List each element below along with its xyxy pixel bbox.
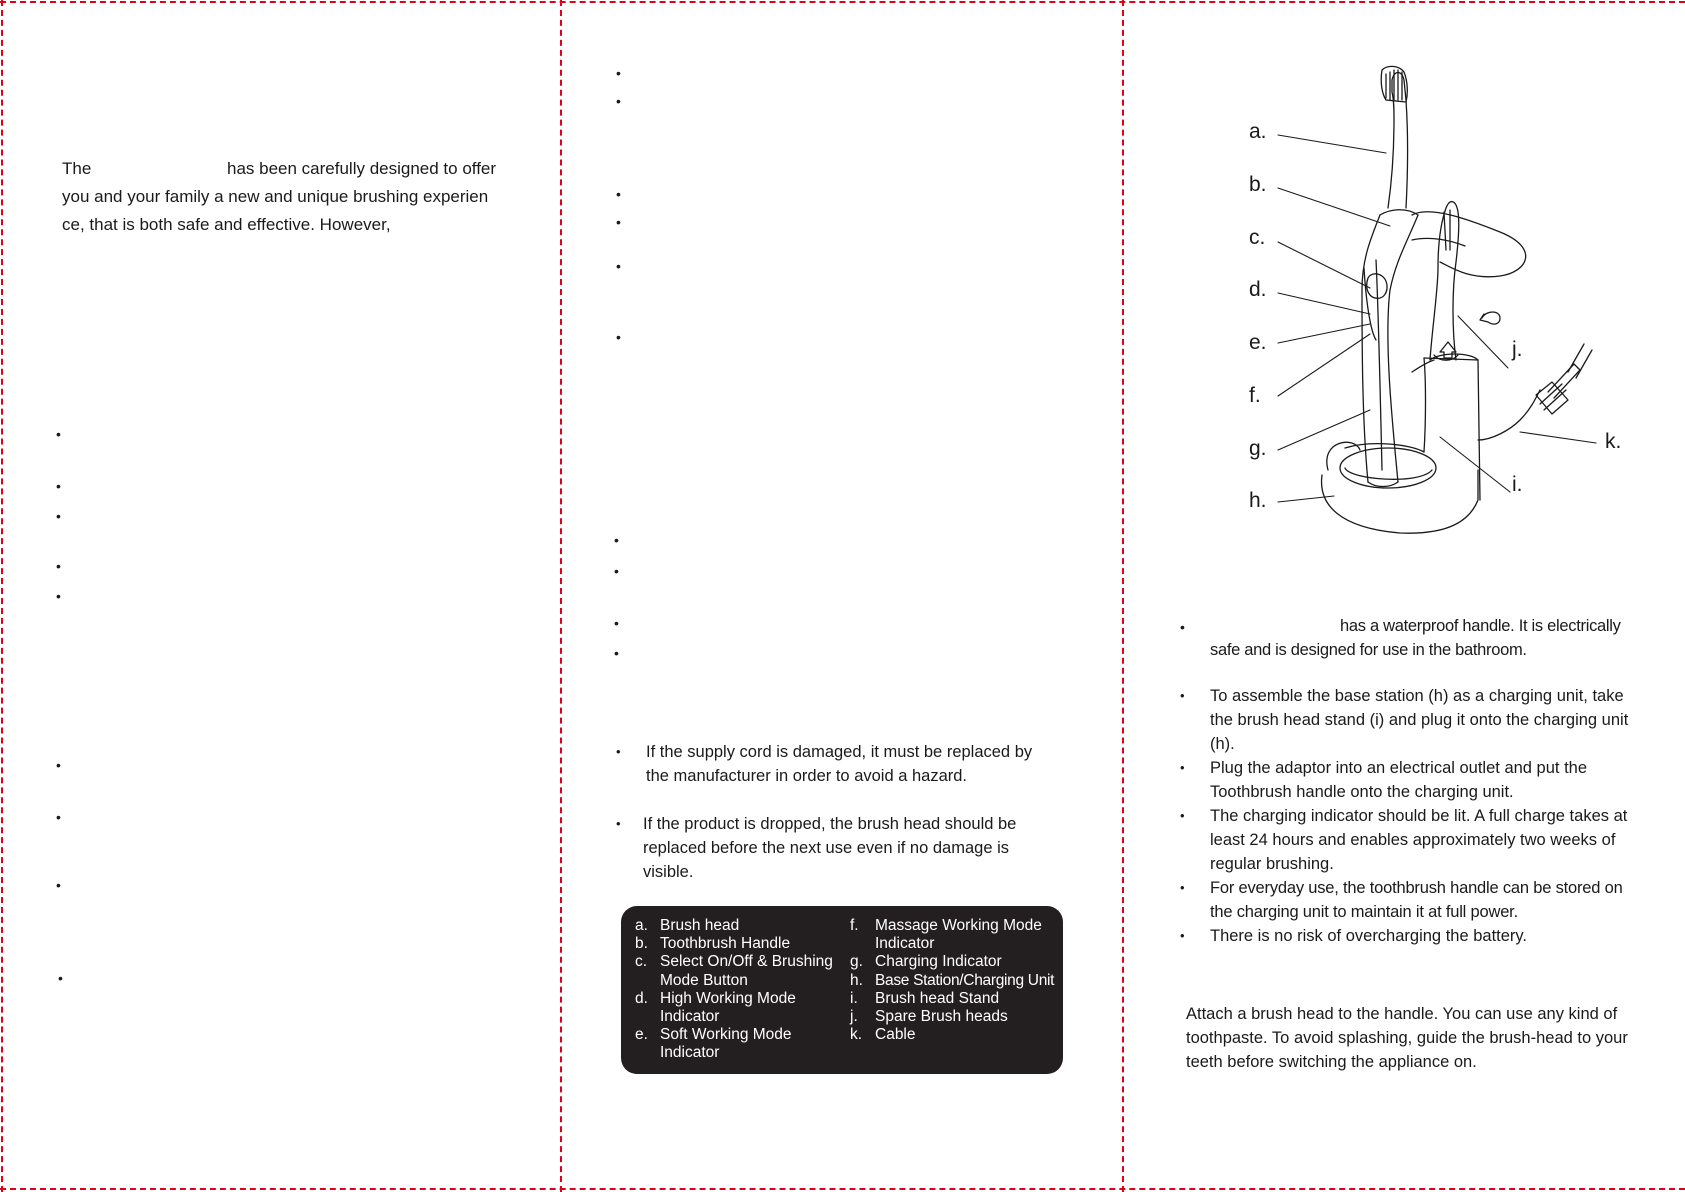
empty-bullet: • bbox=[616, 93, 621, 109]
charging-step-3: • The charging indicator should be lit. A full charge takes at least 24 hours and enables approximately two weeks of regular brushing. bbox=[1180, 804, 1630, 876]
charging-steps-list bbox=[1180, 684, 1630, 948]
empty-bullet: • bbox=[616, 186, 621, 202]
charging-step-4: • For everyday use, the toothbrush handle can be stored on the charging unit to maintain it at full power. bbox=[1180, 876, 1630, 924]
waterproof-bullet: • bbox=[1180, 619, 1185, 635]
diagram-label-e: e. bbox=[1249, 331, 1267, 354]
legend-label: Base Station/Charging Unit bbox=[875, 971, 1055, 989]
usage-paragraph: Attach a brush head to the handle. You can use any kind of toothpaste. To avoid splashing, guide the brush-head to your teeth before switching the appliance on. bbox=[1186, 1005, 1628, 1071]
legend-column-right bbox=[850, 917, 1060, 1044]
diagram-label-k: k. bbox=[1605, 430, 1622, 453]
diagram-label-d: d. bbox=[1249, 278, 1267, 301]
legend-label: Soft Working Mode Indicator bbox=[660, 1026, 792, 1062]
legend-item-c bbox=[635, 953, 835, 989]
legend-label: Charging Indicator bbox=[875, 953, 1002, 971]
legend-label: Massage Working Mode Indicator bbox=[875, 917, 1042, 953]
cover-illustration bbox=[1412, 212, 1526, 372]
legend-letter: f. bbox=[850, 917, 859, 934]
intro-line-1-start: The bbox=[62, 159, 92, 178]
base-station-illustration bbox=[1322, 442, 1478, 533]
empty-bullet: • bbox=[616, 329, 621, 345]
left-cut-line bbox=[1, 0, 3, 1192]
legend-letter: c. bbox=[635, 953, 648, 971]
legend-letter: i. bbox=[850, 989, 858, 1007]
brush-head-stand-illustration bbox=[1424, 354, 1480, 500]
empty-bullet: • bbox=[56, 809, 61, 825]
empty-bullet: • bbox=[614, 532, 619, 548]
legend-item-g bbox=[850, 953, 1060, 971]
top-cut-line bbox=[0, 1, 1685, 3]
legend-item-d bbox=[635, 990, 835, 1026]
legend-letter: j. bbox=[850, 1008, 858, 1026]
bottom-cut-line bbox=[0, 1188, 1685, 1190]
legend-letter: h. bbox=[850, 971, 863, 989]
legend-label: Spare Brush heads bbox=[875, 1008, 1008, 1026]
legend-item-h bbox=[850, 972, 1060, 990]
charging-step-2: • Plug the adaptor into an electrical outlet and put the Toothbrush handle onto the charging unit. bbox=[1180, 756, 1630, 804]
diagram-label-j: j. bbox=[1512, 338, 1523, 361]
legend-label: Brush head Stand bbox=[875, 989, 1000, 1007]
waterproof-note-line-2: safe and is designed for use in the bathroom. bbox=[1210, 641, 1527, 659]
safety-item-dropped: • If the product is dropped, the brush head should be replaced before the next use even if no damage is visible. bbox=[616, 812, 1056, 884]
legend-item-j bbox=[850, 1008, 1060, 1026]
empty-bullet: • bbox=[56, 478, 61, 494]
empty-bullet: • bbox=[56, 558, 61, 574]
fold-line-right bbox=[1122, 0, 1124, 1192]
legend-column-left bbox=[635, 917, 835, 1063]
legend-label: Brush head bbox=[660, 917, 740, 934]
diagram-label-a: a. bbox=[1249, 120, 1267, 143]
intro-line-1-end: has been carefully designed to offer bbox=[227, 159, 497, 178]
legend-label: Cable bbox=[875, 1026, 916, 1044]
legend-letter: g. bbox=[850, 953, 863, 971]
empty-bullet: • bbox=[614, 645, 619, 661]
brush-head-illustration bbox=[1381, 66, 1407, 208]
toothbrush-handle-illustration bbox=[1362, 210, 1418, 487]
cable-plug-illustration bbox=[1478, 344, 1592, 440]
safety-item-cord: • If the supply cord is damaged, it must be replaced by the manufacturer in order to avoid a hazard. bbox=[616, 740, 1056, 788]
legend-letter: a. bbox=[635, 917, 648, 934]
legend-letter: d. bbox=[635, 989, 648, 1007]
legend-letter: b. bbox=[635, 935, 648, 953]
legend-item-e bbox=[635, 1026, 835, 1062]
empty-bullet: • bbox=[56, 588, 61, 604]
diagram-label-h: h. bbox=[1249, 489, 1267, 512]
waterproof-note-line-1: has a waterproof handle. It is electrically bbox=[1340, 617, 1621, 635]
safety-list bbox=[616, 740, 1056, 884]
legend-letter: e. bbox=[635, 1026, 648, 1044]
intro-line-3: ce, that is both safe and effective. However, bbox=[62, 215, 391, 234]
fold-line-left bbox=[560, 0, 562, 1192]
intro-line-2: you and your family a new and unique brushing experien bbox=[62, 187, 489, 206]
legend-item-a bbox=[635, 917, 835, 935]
legend-label: Select On/Off & Brushing Mode Button bbox=[660, 953, 833, 989]
empty-bullet: • bbox=[616, 65, 621, 81]
toothbrush-diagram bbox=[1240, 55, 1640, 545]
empty-bullet: • bbox=[56, 426, 61, 442]
legend-label: High Working Mode Indicator bbox=[660, 989, 796, 1026]
empty-bullet: • bbox=[614, 563, 619, 579]
charging-step-1: • To assemble the base station (h) as a charging unit, take the brush head stand (i) and plug it onto the charging unit (h). bbox=[1180, 684, 1630, 756]
diagram-label-g: g. bbox=[1249, 437, 1267, 460]
leader-lines bbox=[1278, 135, 1596, 502]
empty-bullet: • bbox=[56, 508, 61, 524]
legend-label: Toothbrush Handle bbox=[660, 935, 791, 953]
legend-item-b bbox=[635, 935, 835, 953]
empty-bullet: • bbox=[616, 214, 621, 230]
diagram-label-b: b. bbox=[1249, 173, 1267, 196]
legend-item-f bbox=[850, 917, 1060, 953]
charging-step-5: • There is no risk of overcharging the battery. bbox=[1180, 924, 1630, 948]
legend-item-i bbox=[850, 990, 1060, 1008]
legend-letter: k. bbox=[850, 1026, 863, 1044]
spare-brush-head-illustration bbox=[1430, 202, 1500, 361]
diagram-label-i: i. bbox=[1512, 473, 1523, 496]
empty-bullet: • bbox=[56, 757, 61, 773]
empty-bullet: • bbox=[614, 615, 619, 631]
parts-legend bbox=[621, 906, 1063, 1074]
diagram-label-f: f. bbox=[1249, 384, 1261, 407]
legend-item-k bbox=[850, 1026, 1060, 1044]
diagram-label-c: c. bbox=[1249, 226, 1266, 249]
empty-bullet: • bbox=[616, 258, 621, 274]
empty-bullet: • bbox=[56, 877, 61, 893]
empty-bullet: • bbox=[58, 970, 63, 986]
